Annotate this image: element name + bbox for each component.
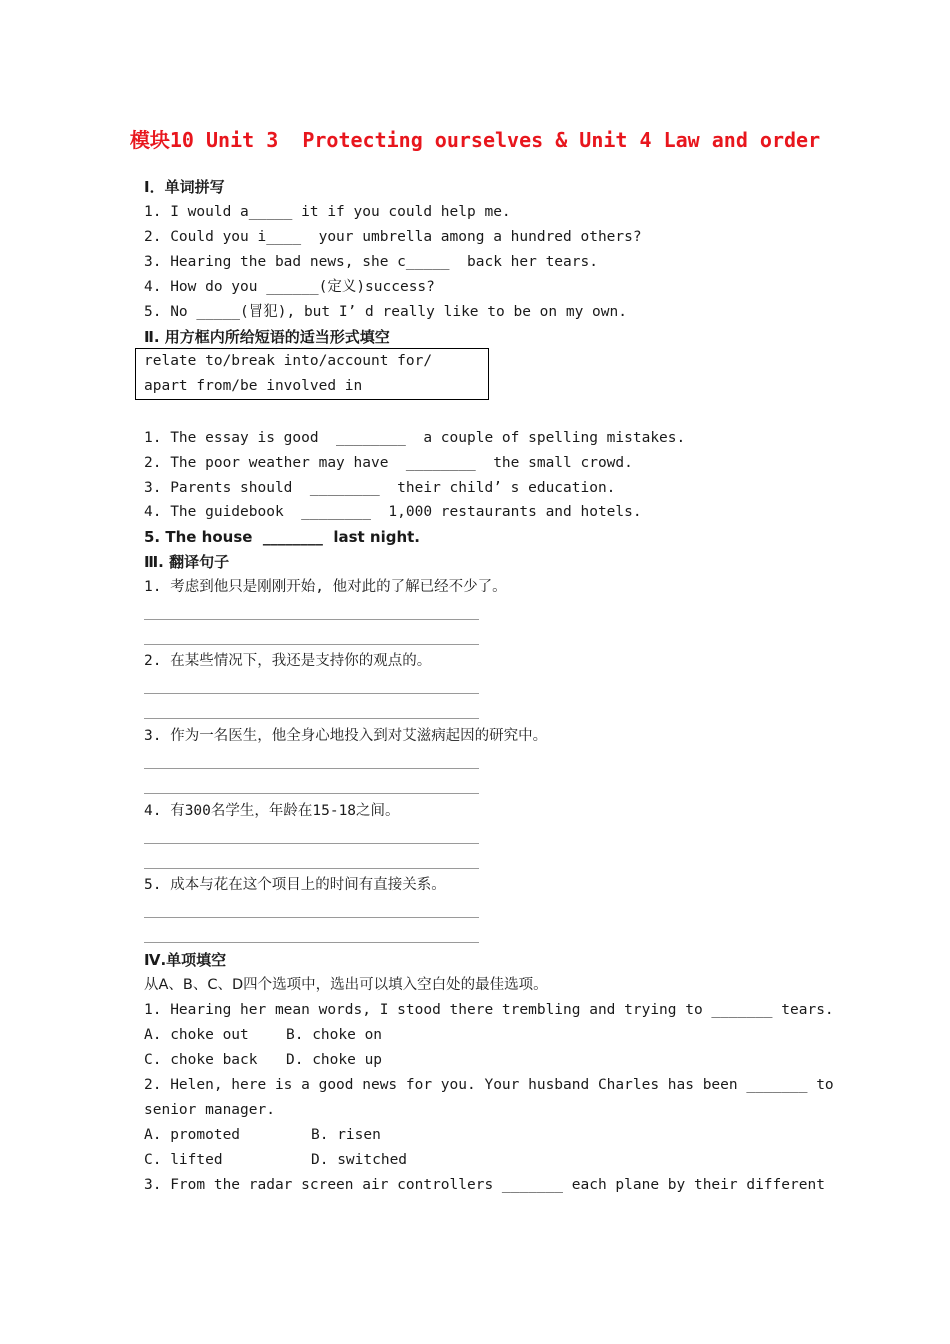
phrase-box bbox=[135, 348, 489, 400]
question-1-option-a: A. choke out bbox=[144, 1027, 249, 1043]
answer-line bbox=[144, 644, 479, 645]
section-1-item-3: 3. Hearing the bad news, she c_____ back her tears. bbox=[144, 254, 598, 270]
section-1-item-5: 5. No _____(冒犯), but I’ d really like to be on my own. bbox=[144, 304, 627, 320]
question-2-option-a: A. promoted bbox=[144, 1127, 241, 1143]
question-1-option-b: B. choke on bbox=[286, 1027, 383, 1043]
section-2-item-4: 4. The guidebook ________ 1,000 restaurants and hotels. bbox=[144, 504, 642, 520]
phrase-box-line-1: relate to/break into/account for/ bbox=[144, 353, 433, 369]
answer-line bbox=[144, 693, 479, 694]
question-2-option-d: D. switched bbox=[311, 1152, 408, 1168]
section-3-item-5: 5. 成本与花在这个项目上的时间有直接关系。 bbox=[144, 877, 446, 893]
section-4-instruction: 从A、B、C、D四个选项中，选出可以填入空白处的最佳选项。 bbox=[144, 977, 548, 993]
section-1-item-4: 4. How do you ______(定义)success? bbox=[144, 279, 435, 295]
section-1-heading: I．单词拼写 bbox=[144, 178, 225, 196]
section-2-item-2: 2. The poor weather may have ________ the small crowd. bbox=[144, 455, 633, 471]
section-1-item-2: 2. Could you i____ your umbrella among a hundred others? bbox=[144, 229, 642, 245]
section-2-item-5: 5. The house ________ last night. bbox=[144, 528, 421, 546]
question-1-stem: 1. Hearing her mean words, I stood there trembling and trying to _______ tears. bbox=[144, 1002, 834, 1018]
section-4-heading: Ⅳ.单项填空 bbox=[144, 951, 227, 969]
answer-line bbox=[144, 768, 479, 769]
section-3-item-1: 1. 考虑到他只是刚刚开始, 他对此的了解已经不少了。 bbox=[144, 579, 507, 595]
section-3-item-2: 2. 在某些情况下，我还是支持你的观点的。 bbox=[144, 653, 432, 669]
section-3-item-3: 3. 作为一名医生，他全身心地投入到对艾滋病起因的研究中。 bbox=[144, 728, 548, 744]
section-2-item-1: 1. The essay is good ________ a couple of spelling mistakes. bbox=[144, 430, 686, 446]
answer-line bbox=[144, 718, 479, 719]
question-1-option-d: D. choke up bbox=[286, 1052, 383, 1068]
question-2-option-b: B. risen bbox=[311, 1127, 381, 1143]
answer-line bbox=[144, 843, 479, 844]
phrase-box-line-2: apart from/be involved in bbox=[144, 378, 363, 394]
question-3-stem: 3. From the radar screen air controllers _______ each plane by their different bbox=[144, 1177, 825, 1193]
answer-line bbox=[144, 868, 479, 869]
question-2-stem: 2. Helen, here is a good news for you. Your husband Charles has been _______ to bbox=[144, 1077, 834, 1093]
answer-line bbox=[144, 917, 479, 918]
question-2-option-c: C. lifted bbox=[144, 1152, 223, 1168]
section-1-item-1: 1. I would a_____ it if you could help me. bbox=[144, 204, 511, 220]
page-title: 模块10 Unit 3 Protecting ourselves & Unit 4 Law and order bbox=[129, 128, 821, 152]
question-1-option-c: C. choke back bbox=[144, 1052, 258, 1068]
section-2-heading: Ⅱ. 用方框内所给短语的适当形式填空 bbox=[144, 328, 390, 346]
section-3-item-4: 4. 有300名学生，年龄在15-18之间。 bbox=[144, 803, 400, 819]
section-3-heading: Ⅲ. 翻译句子 bbox=[144, 553, 230, 571]
answer-line bbox=[144, 793, 479, 794]
section-2-item-3: 3. Parents should ________ their child’ s education. bbox=[144, 480, 616, 496]
answer-line bbox=[144, 619, 479, 620]
answer-line bbox=[144, 942, 479, 943]
question-2-stem-continued: senior manager. bbox=[144, 1102, 275, 1118]
